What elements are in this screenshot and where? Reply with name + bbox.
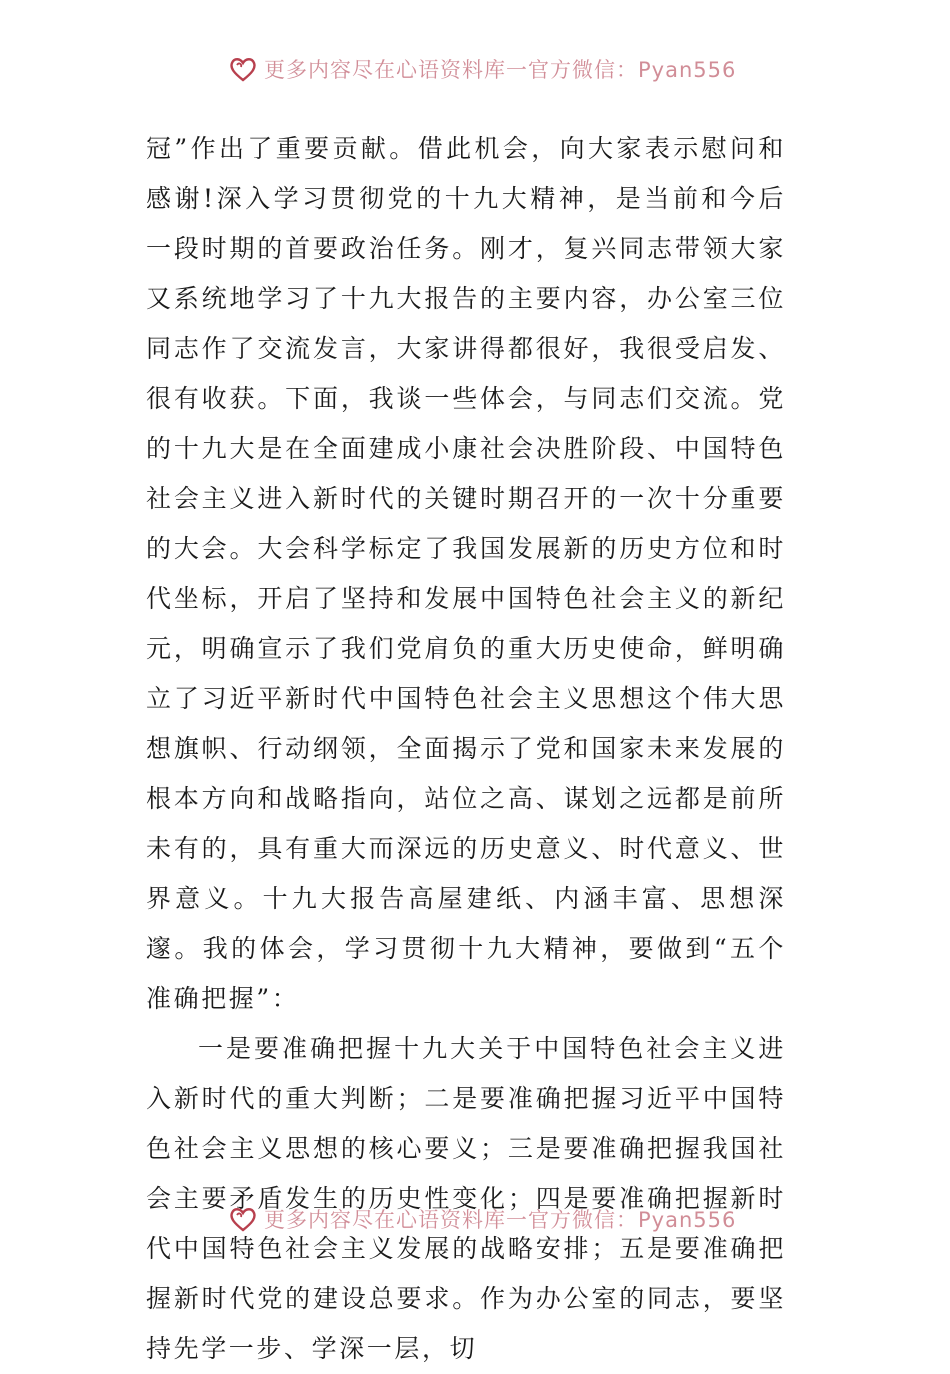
document-body — [146, 124, 786, 1374]
paragraph-2: 一是要准确把握十九大关于中国特色社会主义进入新时代的重大判断；二是要准确把握习近平中国特色社会主义思想的核心要义；三是要准确把握我国社会主要矛盾发生的历史性变化；四是要准确把握新时代中国特色社会主义发展的战略安排；五是要准确把握新时代党的建设总要求。作为办公室的同志，要坚持先学一步、学深一层，切 — [146, 1034, 786, 1363]
watermark-bottom-content — [228, 1204, 736, 1234]
heart-logo-icon — [228, 55, 258, 83]
watermark-banner-top — [0, 52, 950, 88]
watermark-text-top: 更多内容尽在心语资料库一官方微信：Pyan556 — [264, 58, 737, 82]
paragraph-1: 冠”作出了重要贡献。借此机会，向大家表示慰问和感谢!深入学习贯彻党的十九大精神，是当前和今后一段时期的首要政治任务。刚才，复兴同志带领大家又系统地学习了十九大报告的主要内容，办公室三位同志作了交流发言，大家讲得都很好，我很受启发、很有收获。下面，我谈一些体会，与同志们交流。党的十九大是在全面建成小康社会决胜阶段、中国特色社会主义进入新时代的关键时期召开的一次十分重要的大会。大会科学标定了我国发展新的历史方位和时代坐标，开启了坚持和发展中国特色社会主义的新纪元，明确宣示了我们党肩负的重大历史使命，鲜明确立了习近平新时代中国特色社会主义思想这个伟大思想旗帜、行动纲领，全面揭示了党和国家未来发展的根本方向和战略指向，站位之高、谋划之远都是前所未有的，具有重大而深远的历史意义、时代意义、世界意义。十九大报告高屋建纸、内涵丰富、思想深邃。我的体会，学习贯彻十九大精神，要做到“五个准确把握”： — [146, 134, 786, 1013]
watermark-banner-bottom — [0, 1202, 950, 1238]
watermark-text-bottom: 更多内容尽在心语资料库一官方微信：Pyan556 — [264, 1208, 737, 1232]
heart-logo-icon — [228, 1205, 258, 1233]
watermark-top-content — [228, 54, 736, 84]
